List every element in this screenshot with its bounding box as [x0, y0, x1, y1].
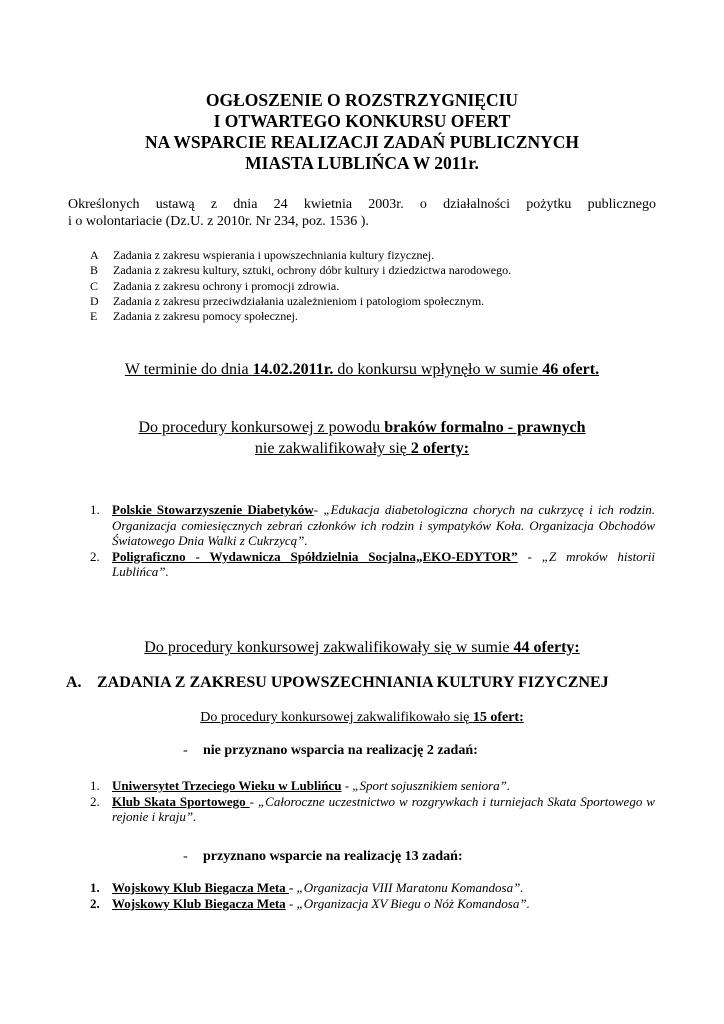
organization-name: Poligraficzno - Wydawnicza Spółdzielnia Socjalna„EKO-EDYTOR” [112, 548, 518, 564]
task-description: „Sport sojusznikiem seniora”. [352, 778, 511, 793]
category-letter: D [90, 293, 99, 308]
rejected-reason: braków formalno - prawnych [384, 419, 586, 436]
legal-basis-paragraph [68, 196, 656, 230]
category-text: Zadania z zakresu pomocy społecznej. [113, 309, 298, 324]
not-granted-label: nie przyznano wsparcia na realizację 2 zadań: [203, 743, 478, 758]
organization-name: Klub Skata Sportowego [112, 793, 250, 809]
rejected-offers-list [90, 502, 655, 580]
qualified-count: 44 oferty: [513, 639, 580, 656]
category-letter: E [90, 309, 98, 324]
intro-line-2: i o wolontariacie (Dz.U. z 2010r. Nr 234, poz. 1536 ). [68, 214, 369, 229]
qualified-count: 15 ofert: [472, 710, 524, 725]
title-line-4: MIASTA LUBLIŃCA W 2011r. [245, 153, 479, 173]
category-text: Zadania z zakresu ochrony i promocji zdrowia. [113, 278, 340, 293]
item-number: 2. [90, 793, 100, 809]
rejected-heading-line-2 [0, 439, 724, 459]
rejected-prefix-2: nie zakwalifikowały się [254, 440, 411, 457]
section-letter: A. [66, 674, 82, 691]
separator: - [517, 548, 542, 564]
not-granted-heading [183, 742, 478, 760]
rejected-prefix: Do procedury konkursowej z powodu [138, 419, 385, 436]
title-line-1: OGŁOSZENIE O ROZSTRZYGNIĘCIU [205, 90, 519, 110]
deadline-statement [0, 360, 724, 380]
task-description: „Edukacja diabetologiczna chorych na cukrzycę i ich rodzin. Organizacja comiesięcznych zebrań członków ich rodzin i sympatyków Koła. Organizacja Obchodów Światowego Dnia Walki z Cukrzycą”. [112, 502, 655, 549]
title-line-2: I OTWARTEGO KONKURSU OFERT [213, 111, 511, 131]
organization-name: Uniwersytet Trzeciego Wieku w Lublińcu [112, 778, 342, 793]
granted-heading [183, 848, 463, 866]
list-item [90, 778, 655, 794]
qualified-prefix: Do procedury konkursowej zakwalifikowało się [200, 710, 473, 725]
rejected-heading-line-1 [0, 418, 724, 438]
list-item [90, 279, 511, 294]
document-title [0, 90, 724, 174]
task-description: „Całoroczne uczestnictwo w rozgrywkach i turniejach Skata Sportowego w rejonie i kraju”. [112, 793, 655, 825]
qualified-statement [0, 638, 724, 658]
deadline-middle: do konkursu wpłynęło w sumie [333, 361, 543, 378]
task-description: „Organizacja VIII Maratonu Komandosa”. [296, 880, 524, 895]
section-a-heading [66, 673, 609, 693]
title-line-3: NA WSPARCIE REALIZACJI ZADAŃ PUBLICZNYCH [145, 132, 579, 152]
task-description: „Z mroków historii Lublińca”. [112, 548, 655, 580]
separator: - [288, 880, 297, 895]
category-list [90, 248, 511, 324]
list-item [90, 549, 655, 580]
not-granted-list [90, 778, 655, 825]
section-title: ZADANIA Z ZAKRESU UPOWSZECHNIANIA KULTURY FIZYCZNEJ [97, 674, 609, 691]
item-number: 1. [90, 880, 100, 895]
category-letter: C [90, 278, 99, 293]
list-item [90, 880, 655, 896]
deadline-date: 14.02.2011r. [252, 361, 334, 378]
separator: - [285, 895, 297, 911]
task-description: „Organizacja XV Biegu o Nóż Komandosa”. [296, 895, 530, 911]
dash-bullet: - [183, 849, 188, 864]
organization-name: Polskie Stowarzyszenie Diabetyków [112, 502, 314, 517]
item-number: 2. [90, 548, 100, 564]
dash-bullet: - [183, 743, 188, 758]
list-item [90, 248, 511, 263]
separator: - [313, 502, 324, 517]
category-text: Zadania z zakresu przeciwdziałania uzależnieniom i patologiom społecznym. [113, 293, 485, 308]
organization-name: Wojskowy Klub Biegacza Meta [112, 895, 286, 911]
qualified-prefix: Do procedury konkursowej zakwalifikowały się w sumie [144, 639, 514, 656]
list-item [90, 309, 511, 324]
category-text: Zadania z zakresu kultury, sztuki, ochrony dóbr kultury i dziedzictwa narodowego. [113, 263, 512, 278]
organization-name: Wojskowy Klub Biegacza Meta [112, 880, 289, 895]
item-number: 1. [90, 502, 100, 517]
section-a-qualified [0, 709, 724, 727]
granted-list [90, 880, 655, 911]
deadline-prefix: W terminie do dnia [124, 361, 253, 378]
list-item [90, 502, 655, 549]
category-letter: B [90, 263, 99, 278]
rejected-count: 2 oferty: [410, 440, 470, 457]
list-item [90, 794, 655, 825]
item-number: 1. [90, 778, 100, 793]
list-item [90, 896, 655, 912]
category-text: Zadania z zakresu wspierania i upowszechniania kultury fizycznej. [113, 248, 435, 262]
category-letter: A [90, 248, 99, 262]
item-number: 2. [90, 895, 100, 911]
separator: - [341, 778, 353, 793]
intro-line-1: Określonych ustawą z dnia 24 kwietnia 2003r. o działalności pożytku publicznego [68, 197, 656, 212]
granted-label: przyznano wsparcie na realizację 13 zadań: [203, 849, 463, 864]
separator: - [249, 793, 258, 809]
list-item [90, 294, 511, 309]
list-item [90, 263, 511, 278]
offer-count: 46 ofert. [542, 361, 600, 378]
